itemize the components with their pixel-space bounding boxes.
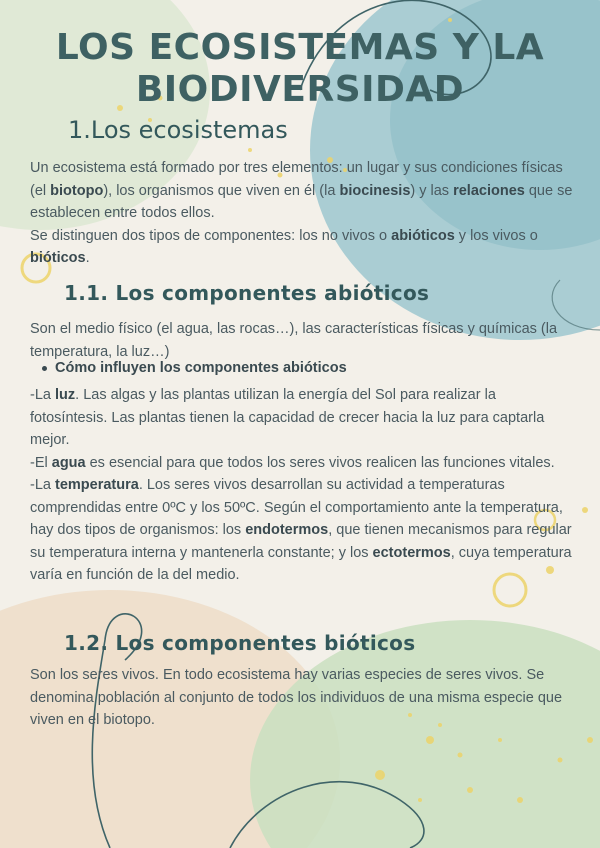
abioticos-intro: Son el medio físico (el agua, las rocas…), las características físicas y químicas (la temperatura, la luz…) xyxy=(30,321,558,360)
abioticos-list xyxy=(30,384,575,587)
section-heading-abioticos: 1.1. Los componentes abióticos xyxy=(64,281,430,305)
section-heading-ecosistemas: 1.Los ecosistemas xyxy=(68,116,288,144)
item-luz: -La luz. Las algas y las plantas utilizan la energía del Sol para realizar la fotosíntesis. Las plantas tienen la capacidad de crecer hacia la luz para captarla mejor. xyxy=(30,387,545,448)
item-agua: -El agua es esencial para que todos los seres vivos realicen las funciones vitales. xyxy=(30,454,555,471)
intro-paragraph-1: Un ecosistema está formado por tres elementos: un lugar y sus condiciones físicas (el biotopo), los organismos que viven en él (la biocinesis) y las relaciones que se establecen entre todos ellos. xyxy=(30,160,573,221)
item-temperatura: -La temperatura. Los seres vivos desarrollan su actividad a temperaturas comprendidas entre 0ºC y los 50ºC. Según el comportamiento ante la temperatura, hay dos tipos de organismos: los endotermos, que tienen mecanismos para regular su temperatura interna y mantenerla constante; y los ectotermos, cuya temperatura varía en función de la del medio. xyxy=(30,477,572,583)
bullet-item: Cómo influyen los componentes abióticos xyxy=(42,360,347,376)
intro-paragraph xyxy=(30,157,575,270)
page-title-line1: LOS ECOSISTEMAS Y LA xyxy=(55,27,545,68)
bioticos-paragraph: Son los seres vivos. En todo ecosistema hay varias especies de seres vivos. Se denomina población al conjunto de todos los individuos de una misma especie que viven en el biotopo. xyxy=(30,667,563,728)
section-heading-bioticos: 1.2. Los componentes bióticos xyxy=(64,631,416,655)
bullet-dot-icon xyxy=(42,366,47,371)
page-title-line2: BIODIVERSIDAD xyxy=(135,69,465,110)
intro-paragraph-2: Se distinguen dos tipos de componentes: los no vivos o abióticos y los vivos o bióticos. xyxy=(30,227,538,266)
